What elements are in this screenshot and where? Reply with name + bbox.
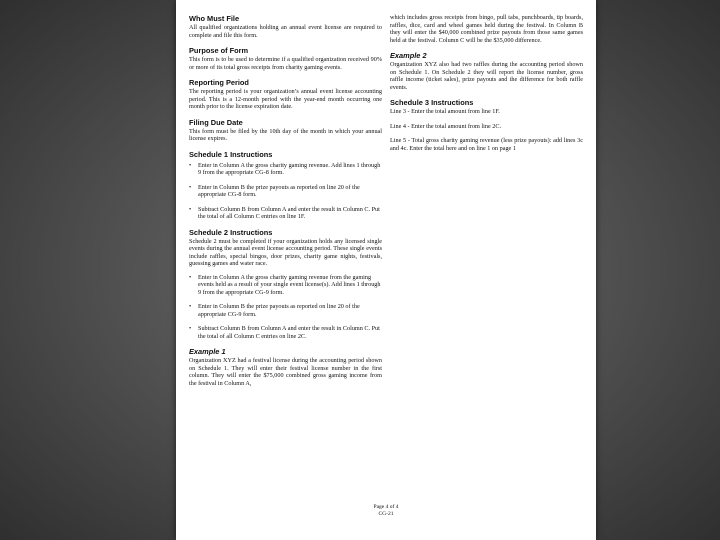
reporting-period-section xyxy=(189,78,382,111)
example-2-section xyxy=(390,51,583,91)
section-text: Organization XYZ had a festival license during the accounting period shown on Schedule 1. They will enter their festival license number in the first column. They will enter the $75,000 combined gross gaming income from the festival in Column A, xyxy=(189,357,382,387)
section-text: All qualified organizations holding an annual event license are required to complete and file this form. xyxy=(189,24,382,39)
section-heading: Who Must File xyxy=(189,14,240,23)
list-item: • Enter in Column A the gross charity gaming revenue. Add lines 1 through 9 from the appropriate CG-8 form. xyxy=(189,161,381,176)
schedule-3-section xyxy=(390,98,583,152)
purpose-section xyxy=(189,46,382,71)
section-text: The reporting period is your organization’s annual event license accounting period. This is a 12-month period with the year-end month occurring one month prior to the license expiration date. xyxy=(189,88,382,110)
bullet-icon: • xyxy=(189,273,192,281)
document-page xyxy=(176,0,596,540)
list-item: • Enter in Column A the gross charity gaming revenue from the gaming events held as a result of your single event license(s). Add lines 1 through 9 from the appropriate CG-9 form. xyxy=(189,273,381,296)
list-item: • Enter in Column B the prize payouts as reported on line 20 of the appropriate CG-9 form. xyxy=(189,303,360,318)
list-item: • Enter in Column B the prize payouts as reported on line 20 of the appropriate CG-8 form. xyxy=(189,183,360,198)
example-1-section xyxy=(189,347,382,387)
section-heading: Example 2 xyxy=(390,51,427,60)
schedule-2-section xyxy=(189,228,382,341)
bullet-icon: • xyxy=(189,205,192,213)
line-3-text: Line 3 - Enter the total amount from line 1F. xyxy=(390,108,500,115)
section-heading: Purpose of Form xyxy=(189,46,249,55)
example-1-continued xyxy=(390,14,583,44)
bullet-icon: • xyxy=(189,183,192,191)
instruction-list xyxy=(189,274,382,341)
filing-due-date-section xyxy=(189,118,382,143)
who-must-file-section xyxy=(189,14,382,39)
schedule-1-section xyxy=(189,150,382,221)
section-heading: Schedule 1 Instructions xyxy=(189,149,273,159)
section-heading: Schedule 3 Instructions xyxy=(390,98,474,107)
line-4-text: Line 4 - Enter the total amount from line 2C. xyxy=(390,122,502,130)
page-number: Page 4 of 4 xyxy=(373,504,399,510)
form-id: CG-21 xyxy=(378,510,394,517)
bullet-icon: • xyxy=(189,161,192,169)
page-footer xyxy=(176,504,596,517)
section-text: Organization XYZ also had two raffles during the accounting period shown on Schedule 1. On Schedule 2 they will report the license number, gross raffle income (ticket sales), prize payouts and the difference for both raffle events. xyxy=(390,61,583,91)
bullet-icon: • xyxy=(189,325,192,332)
section-heading: Reporting Period xyxy=(189,78,249,87)
right-column xyxy=(390,14,583,159)
section-text: which includes gross receipts from bingo, pull tabs, punchboards, tip boards, raffles, dice, card and wheel games held during the festival. In Column B they will enter the $40,000 combined prize payouts from those same games held at the festival. Column C will be the $35,000 difference. xyxy=(390,14,583,44)
section-heading: Schedule 2 Instructions xyxy=(189,227,273,237)
line-5-text: Line 5 - Total gross charity gaming revenue (less prize payouts): add lines 3c and 4c. Enter the total here and on line 1 on page 1 xyxy=(390,137,583,152)
instruction-list xyxy=(189,162,382,221)
bullet-icon: • xyxy=(189,303,192,310)
section-heading: Example 1 xyxy=(189,347,226,356)
section-text: This form must be filed by the 10th day of the month in which your annual license expires. xyxy=(189,127,382,142)
section-text: Schedule 2 must be completed if your organization holds any licensed single events during the annual event license accounting period. These single events include raffles, special bingos, door prizes, charity game nights, festivals, guessing games and water race. xyxy=(189,237,382,267)
list-item: • Subtract Column B from Column A and enter the result in Column C. Put the total of all Column C entries on line 2C. xyxy=(189,325,380,340)
left-column xyxy=(189,14,382,394)
section-text: This form is to be used to determine if a qualified organization received 90% or more of its total gross receipts from charity gaming events. xyxy=(189,56,382,71)
section-heading: Filing Due Date xyxy=(189,117,243,127)
list-item: • Subtract Column B from Column A and enter the result in Column C. Put the total of all Column C entries on line 1F. xyxy=(189,205,380,220)
